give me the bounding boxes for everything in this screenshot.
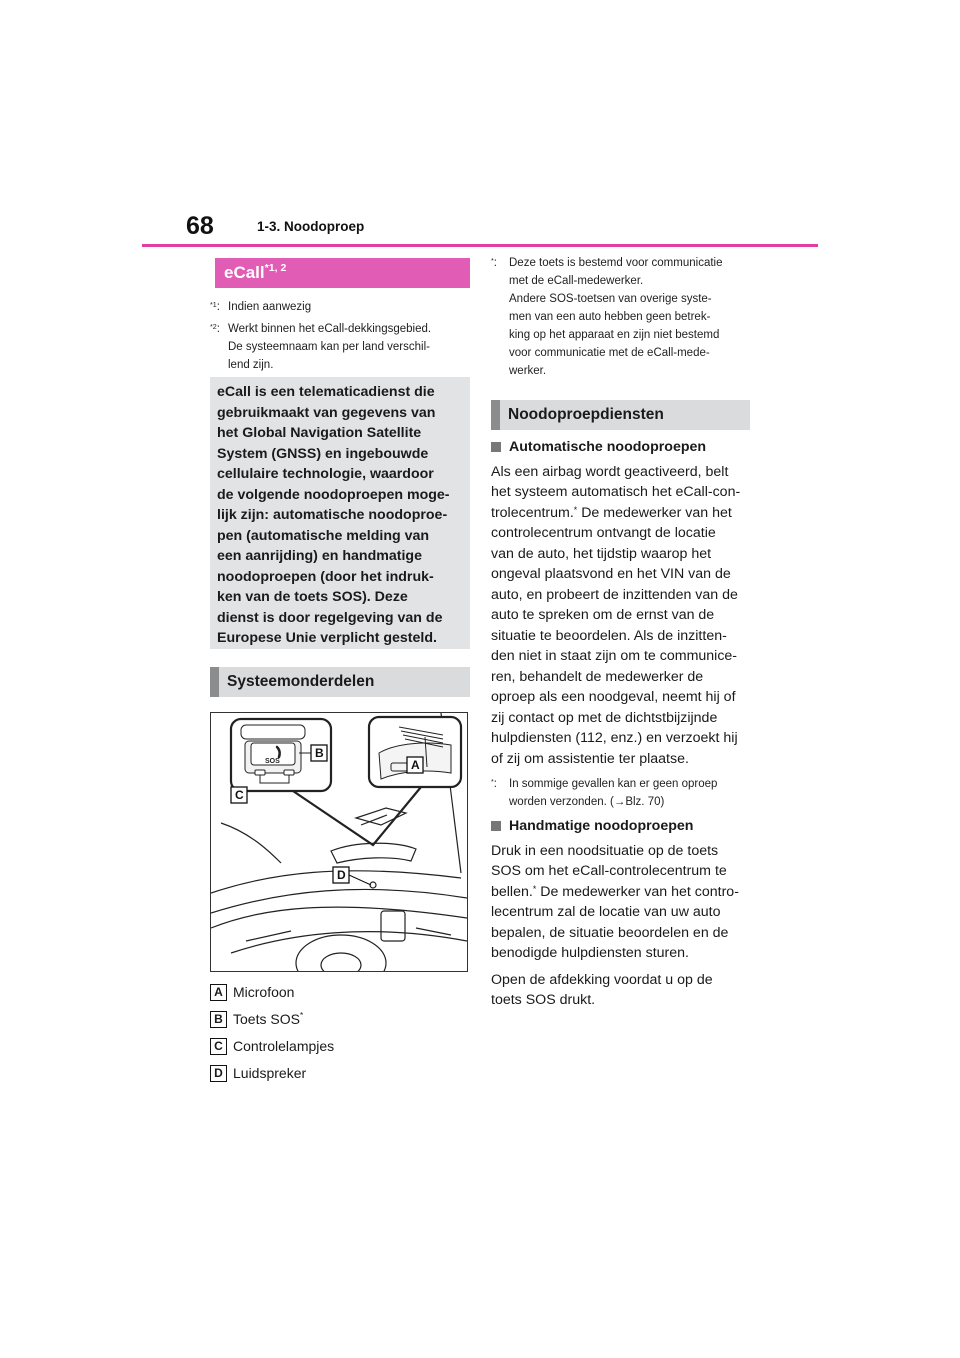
footnote-right: *: Deze toets is bestemd voor communicatie met de eCall-medewerker. Andere SOS-toetsen van overige syste- men van een auto hebben geen betrek- king op het apparaat en zijn niet bestemd voor communicatie met de eCall-mede- werker. <box>491 254 761 380</box>
legend-key: D <box>210 1065 227 1082</box>
intro-line: lijk zijn: automatische noodoproe- <box>217 507 448 523</box>
section-title: 1-3. Noodoproep <box>257 219 365 234</box>
legend-key: A <box>210 984 227 1001</box>
component-diagram <box>210 712 468 972</box>
footnote-right-line: king op het apparaat en zijn niet bestemd <box>509 329 720 341</box>
auto-sup: * <box>573 504 578 515</box>
footnote-1: $^{*1}$: Indien aanwezig <box>210 300 312 313</box>
footnote-right-line: Deze toets is bestemd voor communicatie <box>509 257 723 269</box>
bullet-square <box>491 821 501 831</box>
manual-line: bepalen, de situatie beoordelen en de <box>491 924 729 941</box>
heading-marker <box>210 258 215 288</box>
manual-section <box>491 816 761 1011</box>
intro-line: eCall is een telematicadienst die <box>217 384 435 400</box>
intro-line: het Global Navigation Satellite <box>217 425 422 441</box>
auto-line: ren, behandelt de medewerker de <box>491 668 704 685</box>
legend-key: B <box>210 1011 227 1028</box>
legend-item <box>210 982 470 1002</box>
manual-closing-line: Open de afdekking voordat u op de <box>491 971 713 988</box>
manual-closing <box>491 970 761 1011</box>
auto-line: Als een airbag wordt geactiveerd, belt <box>491 463 729 480</box>
legend-label: Microfoon <box>233 984 295 1000</box>
callout-d: D <box>337 868 346 882</box>
manual-line: SOS om het eCall-controlecentrum te <box>491 863 727 879</box>
components-heading-title: Systeemonderdelen <box>227 673 375 690</box>
auto-line: het systeem automatisch het eCall-con- <box>491 484 741 500</box>
footnote-2-key: *2 <box>210 322 217 331</box>
footnotes-left <box>210 298 472 374</box>
legend-item <box>210 1063 470 1083</box>
footnote-1-line: Indien aanwezig <box>228 301 312 313</box>
manual-line-end: De medewerker van het contro- <box>540 883 739 900</box>
auto-heading-text: Automatische noodoproepen <box>509 439 707 455</box>
manual-line: lecentrum zal de locatie van uw auto <box>491 904 721 920</box>
legend-key: C <box>210 1038 227 1055</box>
callout-a: A <box>411 758 420 772</box>
services-heading-title: Noodoproepdiensten <box>508 406 664 423</box>
intro-line: de volgende noodoproepen moge- <box>217 486 450 503</box>
auto-line-with-ref <box>491 503 761 524</box>
auto-line: zij contact op met de dichtstbijzijnde <box>491 709 718 726</box>
component-legend <box>210 982 470 1083</box>
auto-line: situatie te beoordelen. Als de inzitten- <box>491 627 727 644</box>
manual-line: benodigde hulpdiensten sturen. <box>491 945 689 961</box>
manual-line-with-ref <box>491 882 761 903</box>
auto-line: controlecentrum ontvangt de locatie <box>491 525 716 541</box>
footnote-right-line: met de eCall-medewerker. <box>509 275 644 287</box>
auto-line: auto, en probeert de inzittenden van de <box>491 586 738 603</box>
page-number: 68 <box>186 212 214 240</box>
components-heading <box>210 667 470 697</box>
header-rule <box>142 244 818 247</box>
intro-line: een aanrijding) en handmatige <box>217 548 422 564</box>
manual-paragraph <box>491 841 761 964</box>
callout-c: C <box>235 788 244 802</box>
footnote-1-key: *1 <box>210 300 217 309</box>
footnote-right-line: voor communicatie met de eCall-mede- <box>509 347 710 359</box>
auto-paragraph <box>491 462 761 770</box>
intro-line: gebruikmaakt van gegevens van <box>217 404 436 421</box>
auto-line-start: trolecentrum. <box>491 504 574 521</box>
heading-marker <box>210 667 219 697</box>
legend-label: Luidspreker <box>233 1065 307 1081</box>
footnote-2-line: De systeemnaam kan per land verschil- <box>228 341 430 353</box>
bullet-square <box>491 442 501 452</box>
ecall-heading: eCall $^{*1, 2}$ <box>210 258 470 288</box>
manual-closing-line: toets SOS drukt. <box>491 992 596 1008</box>
footnote-2-line: Werkt binnen het eCall-dekkingsgebied. <box>228 323 432 335</box>
footnote-right-key: * <box>491 256 494 265</box>
intro-line: dienst is door regelgeving van de <box>217 609 443 626</box>
callout-b: B <box>315 746 324 760</box>
auto-note-line: worden verzonden. (→Blz. 70) <box>509 796 665 808</box>
auto-note: *: In sommige gevallen kan er geen oproep worden verzonden. (→Blz. 70) <box>491 775 761 811</box>
auto-line-end: De medewerker van het <box>581 504 732 521</box>
intro-text <box>210 377 470 649</box>
intro-line: ken van de toets SOS). Deze <box>217 589 408 605</box>
auto-note-key: * <box>491 777 494 786</box>
intro-line: cellulaire technologie, waardoor <box>217 466 434 482</box>
sos-label: SOS <box>265 758 280 765</box>
auto-line: den niet in staat zijn om te communice- <box>491 648 738 664</box>
dashboard-illustration <box>211 713 467 971</box>
legend-item <box>210 1036 470 1056</box>
auto-line: of zij om assistentie ter plaatse. <box>491 750 689 767</box>
manual-line-start: bellen. <box>491 883 533 900</box>
legend-label: Controlelampjes <box>233 1038 335 1054</box>
footnote-right-line: werker. <box>509 365 547 377</box>
auto-line: auto te spreken om de ernst van de <box>491 607 715 623</box>
auto-section <box>491 437 761 811</box>
intro-line: pen (automatische melding van <box>217 527 430 544</box>
auto-line: oproep als een noodgeval, neemt hij of <box>491 689 736 705</box>
intro-box <box>210 377 470 649</box>
legend-label: Toets SOS <box>233 1011 300 1027</box>
footnote-2: $^{*2}$: Werkt binnen het eCall-dekkingsgebied. De systeemnaam kan per land verschil- lend zijn. <box>210 320 472 374</box>
auto-note-line: In sommige gevallen kan er geen oproep <box>509 778 718 790</box>
intro-line: Europese Unie verplicht gesteld. <box>217 630 437 646</box>
footnote-right-line: Andere SOS-toetsen van overige syste- <box>509 293 712 305</box>
footnote-right-line: men van een auto hebben geen betrek- <box>509 311 711 323</box>
auto-line: ongeval plaatsvond en het VIN van de <box>491 566 731 582</box>
auto-heading <box>491 437 761 458</box>
auto-line: van de auto, het tijdstip waarop het <box>491 545 712 562</box>
footnote-2-line: lend zijn. <box>228 359 274 371</box>
auto-line: hulpdiensten (112, enz.) en verzoekt hij <box>491 730 738 746</box>
ecall-heading-title: eCall <box>224 263 265 282</box>
manual-heading-text: Handmatige noodoproepen <box>509 818 694 834</box>
intro-line: noodoproepen (door het indruk- <box>217 568 434 585</box>
legend-item: B Toets SOS * <box>210 1009 470 1029</box>
manual-heading <box>491 816 761 837</box>
manual-sup: * <box>532 883 537 894</box>
intro-line: System (GNSS) en ingebouwde <box>217 445 429 462</box>
heading-marker <box>491 400 500 430</box>
manual-line: Druk in een noodsituatie op de toets <box>491 842 719 859</box>
services-heading <box>491 400 750 430</box>
